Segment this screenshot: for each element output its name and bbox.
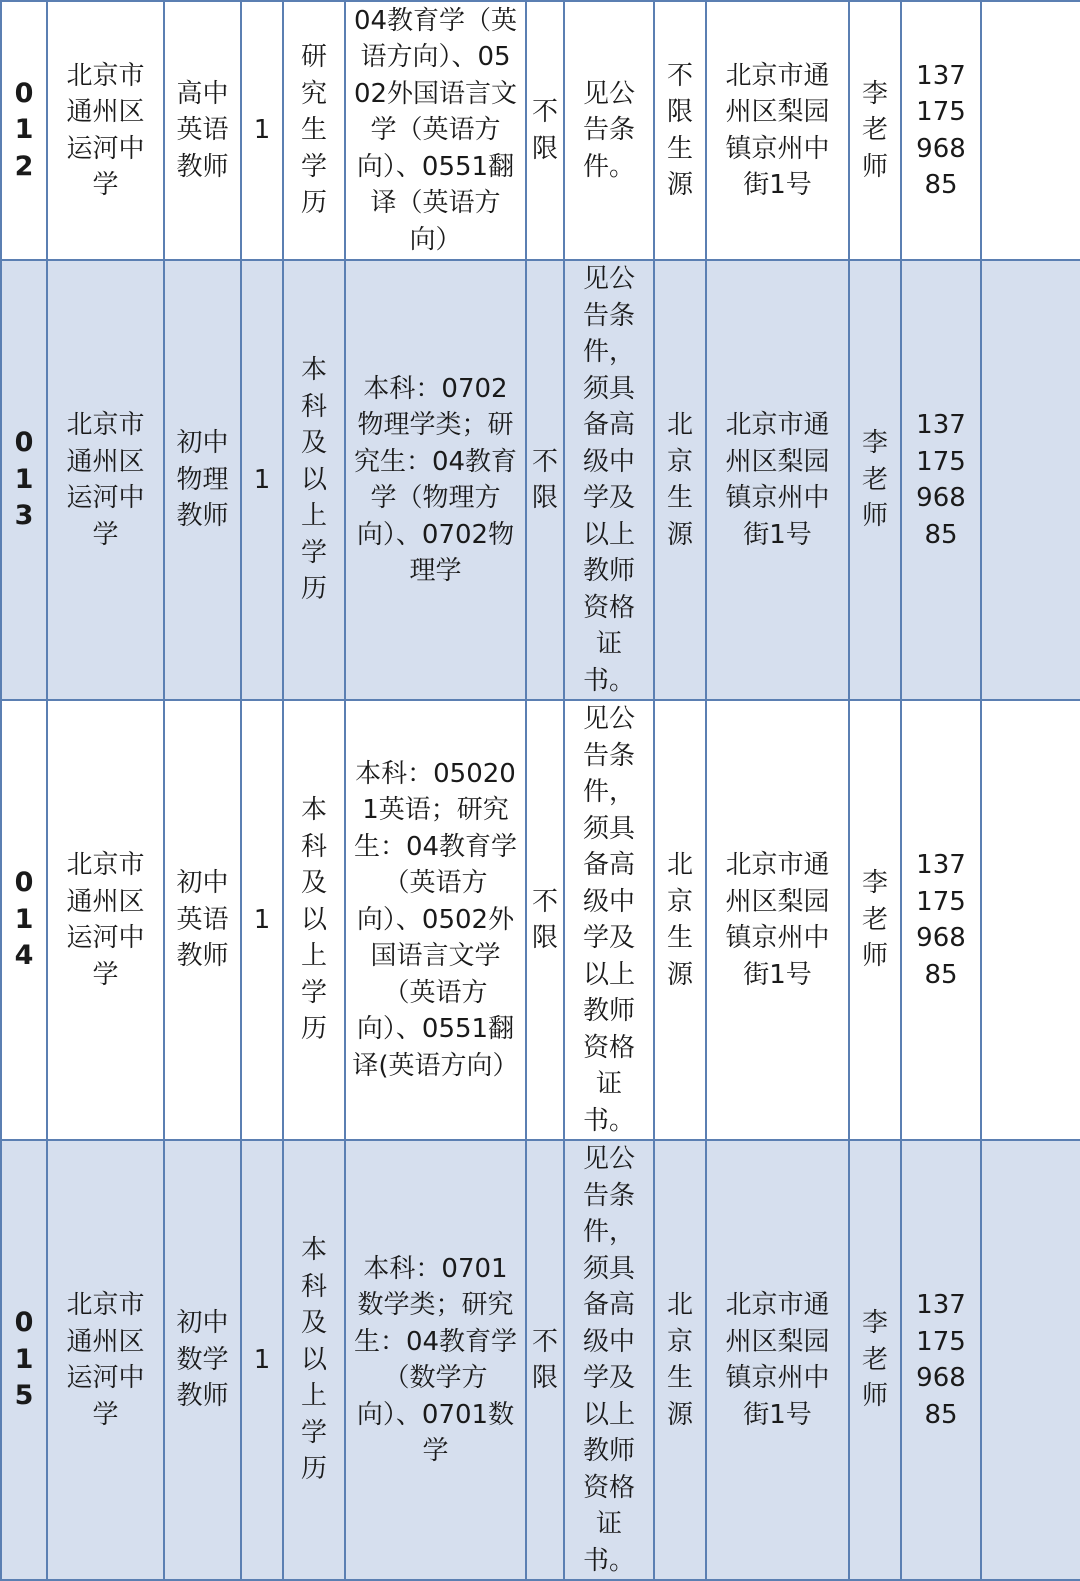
remarks (981, 1140, 1080, 1580)
employer-unit: 北京市通州区运河中学 (47, 700, 164, 1140)
position-name: 初中物理教师 (164, 260, 241, 700)
candidate-source: 北京生源 (654, 700, 706, 1140)
table-row (1, 260, 1080, 700)
employer-unit: 北京市通州区运河中学 (47, 1140, 164, 1580)
remarks (981, 1, 1080, 260)
table-row (1, 700, 1080, 1140)
contact-phone: 13717596885 (901, 700, 981, 1140)
hiring-count: 1 (241, 700, 283, 1140)
hiring-count: 1 (241, 1, 283, 260)
position-code: 015 (1, 1140, 47, 1580)
employer-unit: 北京市通州区运河中学 (47, 1, 164, 260)
age-requirement: 不限 (526, 1140, 564, 1580)
candidate-source: 北京生源 (654, 1140, 706, 1580)
employer-unit: 北京市通州区运河中学 (47, 260, 164, 700)
major-requirement: 本科：0702物理学类；研究生：04教育学（物理方向）、0702物理学 (345, 260, 526, 700)
education-requirement: 本科及以上学历 (283, 260, 345, 700)
other-requirements: 见公告条件，须具备高级中学及以上教师资格证书。 (564, 260, 654, 700)
contact-person: 李老师 (849, 260, 901, 700)
position-code: 014 (1, 700, 47, 1140)
other-requirements: 见公告条件，须具备高级中学及以上教师资格证书。 (564, 700, 654, 1140)
work-address: 北京市通州区梨园镇京州中街1号 (706, 1140, 849, 1580)
candidate-source: 北京生源 (654, 260, 706, 700)
contact-person: 李老师 (849, 1140, 901, 1580)
other-requirements: 见公告条件，须具备高级中学及以上教师资格证书。 (564, 1140, 654, 1580)
position-code: 012 (1, 1, 47, 260)
contact-phone: 13717596885 (901, 1140, 981, 1580)
position-code: 013 (1, 260, 47, 700)
work-address: 北京市通州区梨园镇京州中街1号 (706, 1, 849, 260)
age-requirement: 不限 (526, 700, 564, 1140)
work-address: 北京市通州区梨园镇京州中街1号 (706, 260, 849, 700)
table-row (1, 1, 1080, 260)
major-requirement: 本科：050201英语；研究生：04教育学（英语方向）、0502外国语言文学（英语方向）、0551翻译(英语方向） (345, 700, 526, 1140)
other-requirements: 见公告条件。 (564, 1, 654, 260)
education-requirement: 本科及以上学历 (283, 700, 345, 1140)
major-requirement: 本科：0701数学类；研究生：04教育学（数学方向）、0701数学 (345, 1140, 526, 1580)
remarks (981, 700, 1080, 1140)
position-name: 高中英语教师 (164, 1, 241, 260)
age-requirement: 不限 (526, 1, 564, 260)
contact-person: 李老师 (849, 700, 901, 1140)
major-requirement: 04教育学（英语方向）、0502外国语言文学（英语方向）、0551翻译（英语方向） (345, 1, 526, 260)
position-name: 初中英语教师 (164, 700, 241, 1140)
hiring-count: 1 (241, 260, 283, 700)
hiring-count: 1 (241, 1140, 283, 1580)
contact-phone: 13717596885 (901, 1, 981, 260)
age-requirement: 不限 (526, 260, 564, 700)
education-requirement: 研究生学历 (283, 1, 345, 260)
candidate-source: 不限生源 (654, 1, 706, 260)
contact-phone: 13717596885 (901, 260, 981, 700)
education-requirement: 本科及以上学历 (283, 1140, 345, 1580)
work-address: 北京市通州区梨园镇京州中街1号 (706, 700, 849, 1140)
remarks (981, 260, 1080, 700)
contact-person: 李老师 (849, 1, 901, 260)
position-name: 初中数学教师 (164, 1140, 241, 1580)
table-row (1, 1140, 1080, 1580)
